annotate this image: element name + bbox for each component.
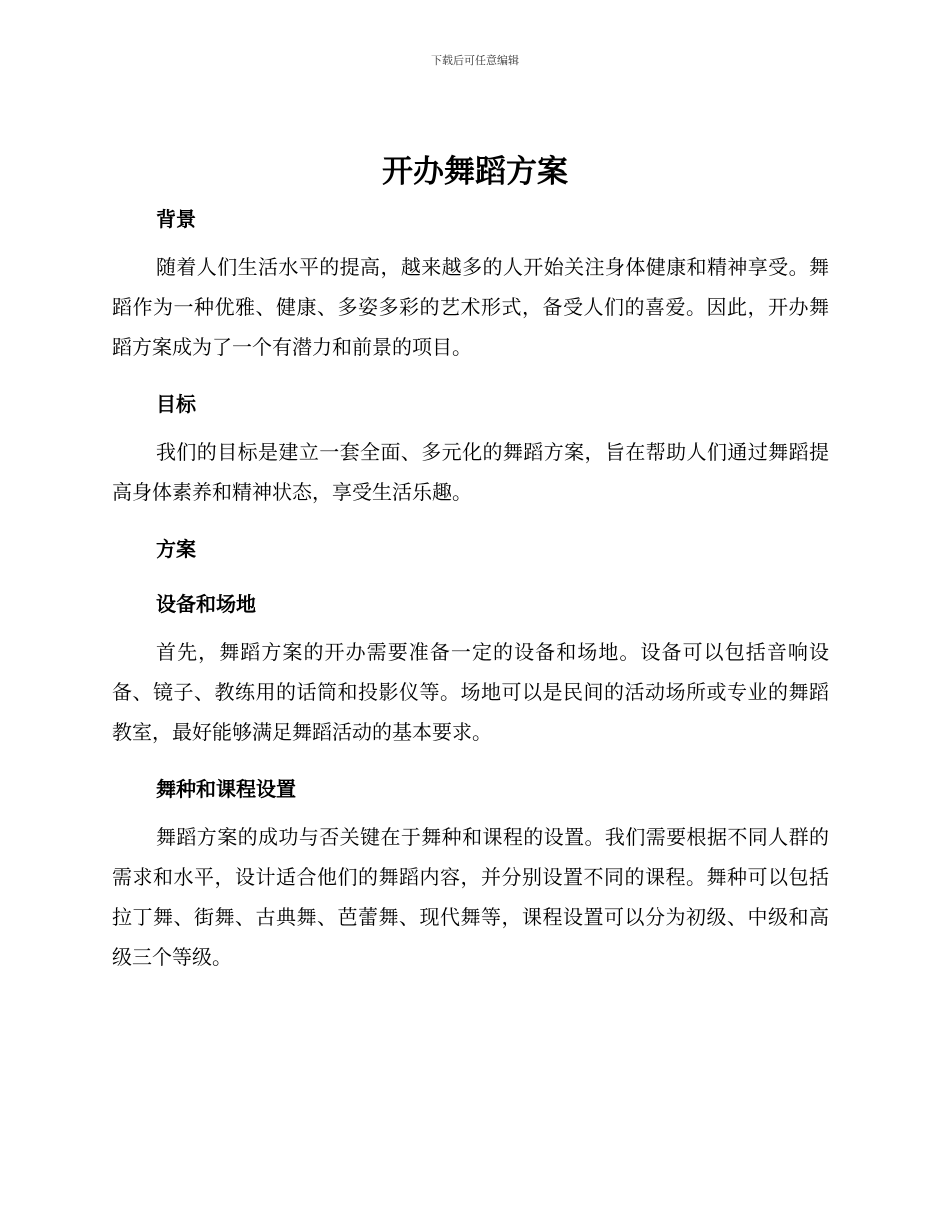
document-title: 开办舞蹈方案	[382, 154, 568, 190]
section-paragraph: 首先，舞蹈方案的开办需要准备一定的设备和场地。设备可以包括音响设备、镜子、教练用的话筒和投影仪等。场地可以是民间的活动场所或专业的舞蹈教室，最好能够满足舞蹈活动的基本要求。	[112, 640, 829, 744]
section-paragraph: 舞蹈方案的成功与否关键在于舞种和课程的设置。我们需要根据不同人群的需求和水平，设计适合他们的舞蹈内容，并分别设置不同的课程。舞种可以包括拉丁舞、街舞、古典舞、芭蕾舞、现代舞等，课程设置可以分为初级、中级和高级三个等级。	[112, 825, 829, 969]
section-equipment-venue	[112, 586, 829, 752]
header-note: 下载后可任意编辑	[431, 54, 519, 67]
section-plan	[112, 531, 829, 567]
section-heading: 方案	[156, 537, 196, 561]
section-heading: 背景	[156, 207, 196, 231]
section-heading: 设备和场地	[156, 592, 256, 616]
section-paragraph: 我们的目标是建立一套全面、多元化的舞蹈方案，旨在帮助人们通过舞蹈提高身体素养和精神状态，享受生活乐趣。	[112, 440, 829, 504]
section-paragraph: 随着人们生活水平的提高，越来越多的人开始关注身体健康和精神享受。舞蹈作为一种优雅、健康、多姿多彩的艺术形式，备受人们的喜爱。因此，开办舞蹈方案成为了一个有潜力和前景的项目。	[112, 255, 829, 359]
document-body	[112, 201, 829, 977]
section-heading: 目标	[156, 392, 196, 416]
section-goal	[112, 386, 829, 512]
section-heading: 舞种和课程设置	[156, 777, 296, 801]
section-background	[112, 201, 829, 367]
section-dance-courses	[112, 771, 829, 977]
